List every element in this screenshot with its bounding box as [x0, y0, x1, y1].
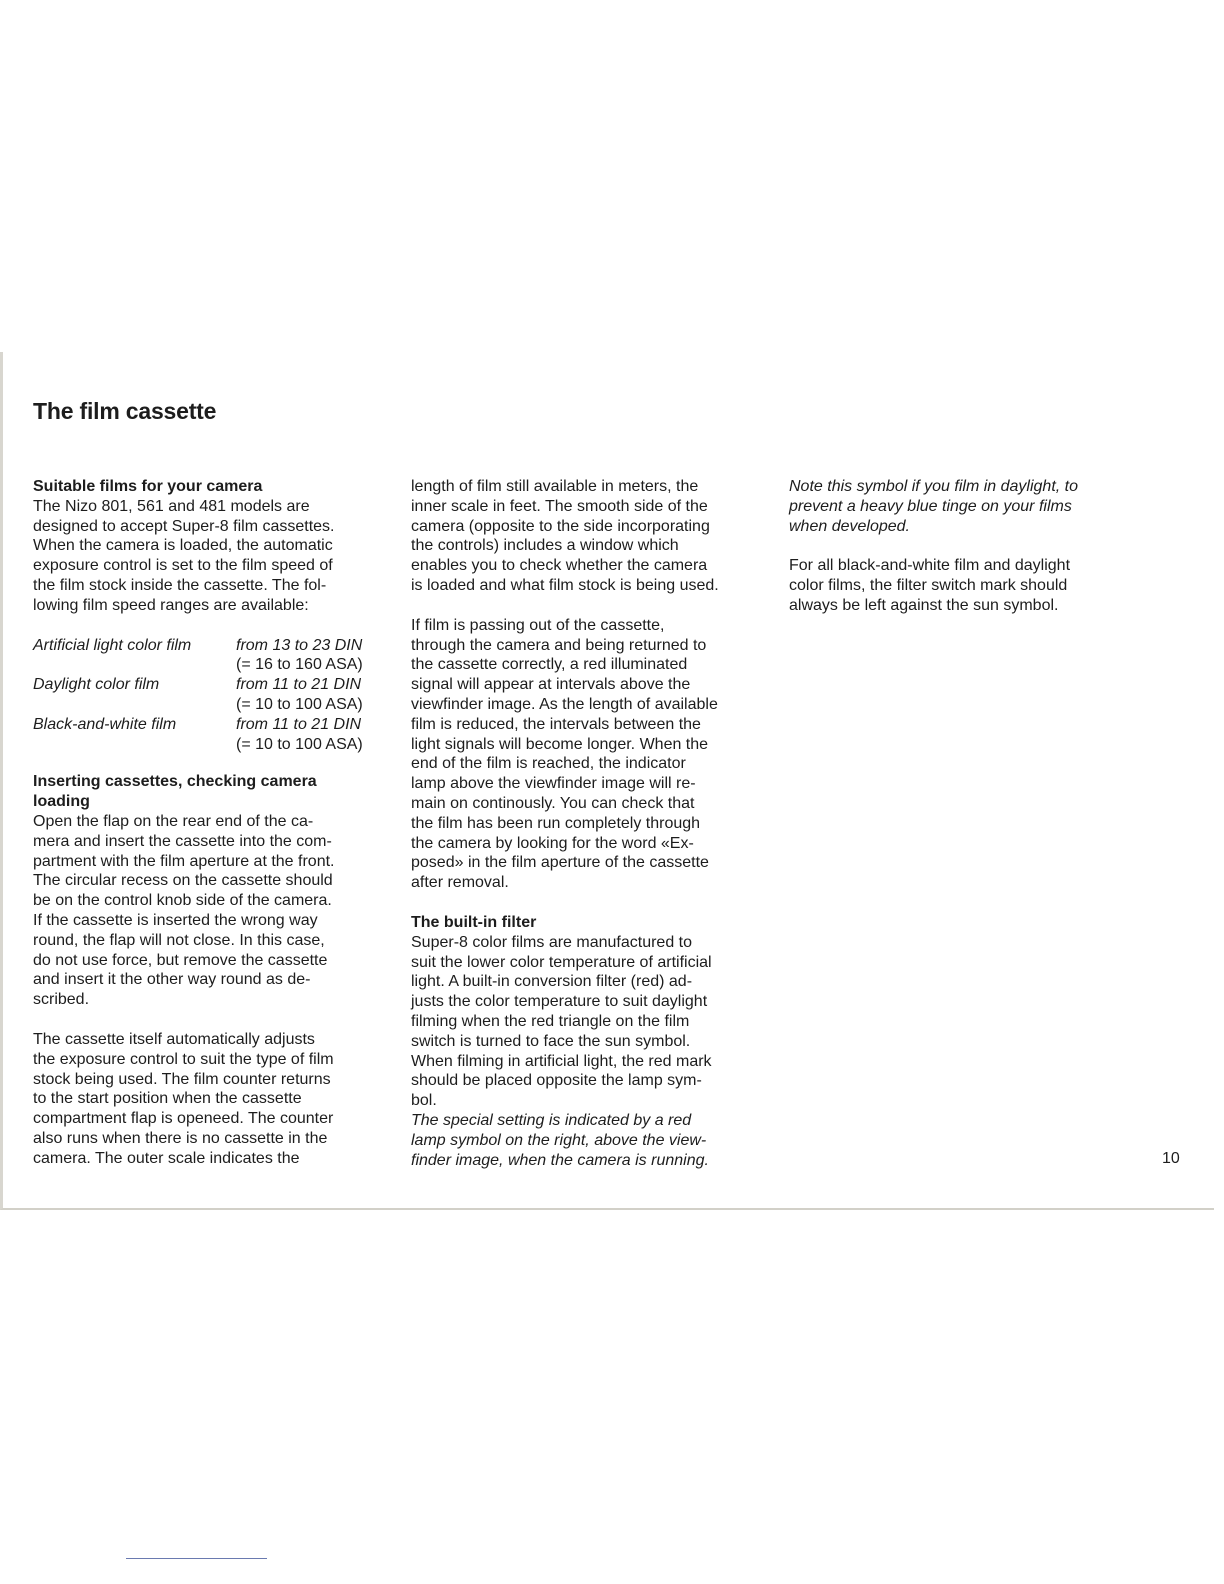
film-row: [33, 735, 381, 755]
film-din: from 11 to 21 DIN: [236, 676, 362, 694]
film-speed-table: [33, 636, 381, 755]
heading-inserting-cassettes: Inserting cassettes, checking camera loading: [33, 773, 317, 811]
heading-suitable-films: Suitable films for your camera: [33, 478, 263, 495]
heading-built-in-filter: The built-in filter: [411, 913, 537, 931]
film-row: [33, 715, 381, 735]
page-title: The film cassette: [33, 398, 217, 424]
film-asa: (= 10 to 100 ASA): [236, 695, 363, 713]
paragraph-suitable-films: The Nizo 801, 561 and 481 models are designed to accept Super-8 film cassettes. When the camera is loaded, the automatic exposure control is set to the film speed of the film stock inside the cassette. The fol- lowing film speed ranges are available:: [33, 497, 335, 614]
paragraph-inserting-cassettes: Open the flap on the rear end of the ca- mera and insert the cassette into the com- partment with the film aperture at the front. The circular recess on the cassette should be on the control knob side of the camera. If the cassette is inserted the wrong way round, the flap will not close. In this case, do not use force, but remove the cassette and insert it the other way round as de- scribed.: [33, 812, 335, 1009]
film-name: Artificial light color film: [33, 636, 192, 654]
column-middle: [411, 477, 761, 1170]
film-asa: (= 16 to 160 ASA): [236, 656, 363, 674]
film-din: from 11 to 21 DIN: [236, 715, 362, 733]
paragraph-film-signal: If film is passing out of the cassette, through the camera and being returned to the cassette correctly, a red illuminated signal will appear at intervals above the viewfinder image. As the length of available film is reduced, the intervals between the light signals will become longer. When the end of the film is reached, the indicator lamp above the viewfinder image will re- main on continously. You can check that the film has been run completely through the camera by looking for the word «Ex- posed» in the film aperture of the cassette after removal.: [411, 616, 718, 892]
paragraph-cassette-adjusts: The cassette itself automatically adjusts the exposure control to suit the type of film stock being used. The film counter returns to the start position when the cassette compartment flap is openeed. The counter also runs when there is no cassette in the camera. The outer scale indicates the: [33, 1030, 334, 1167]
film-row: [33, 695, 381, 715]
film-name: Daylight color film: [33, 676, 160, 694]
page-number: 10: [1162, 1150, 1180, 1167]
paragraph-special-setting: The special setting is indicated by a red lamp symbol on the right, above the view- finder image, when the camera is running.: [411, 1111, 709, 1169]
paragraph-note-symbol: Note this symbol if you film in daylight, to prevent a heavy blue tinge on your films when developed.: [789, 478, 1079, 535]
film-row: [33, 655, 381, 675]
column-left: [33, 477, 381, 1169]
paragraph-built-in-filter: Super-8 color films are manufactured to suit the lower color temperature of artificial light. A built-in conversion filter (red) ad- justs the color temperature to suit daylight filming when the red triangle on the film switch is turned to face the sun symbol. When filming in artificial light, the red mark should be placed opposite the lamp sym- bol.: [411, 933, 712, 1110]
paragraph-filter-switch: For all black-and-white film and daylight color films, the filter switch mark should always be left against the sun symbol.: [789, 557, 1071, 614]
film-row: [33, 675, 381, 695]
column-right: [789, 477, 1129, 616]
scan-artifact-line: [126, 1558, 267, 1559]
film-asa: (= 10 to 100 ASA): [236, 735, 363, 753]
film-name: Black-and-white film: [33, 715, 177, 733]
film-din: from 13 to 23 DIN: [236, 636, 363, 654]
film-row: [33, 636, 381, 656]
paragraph-film-counter: length of film still available in meters, the inner scale in feet. The smooth side of the camera (opposite to the side incorporating the controls) includes a window which enables you to check whether the camera is loaded and what film stock is being used.: [411, 478, 719, 594]
